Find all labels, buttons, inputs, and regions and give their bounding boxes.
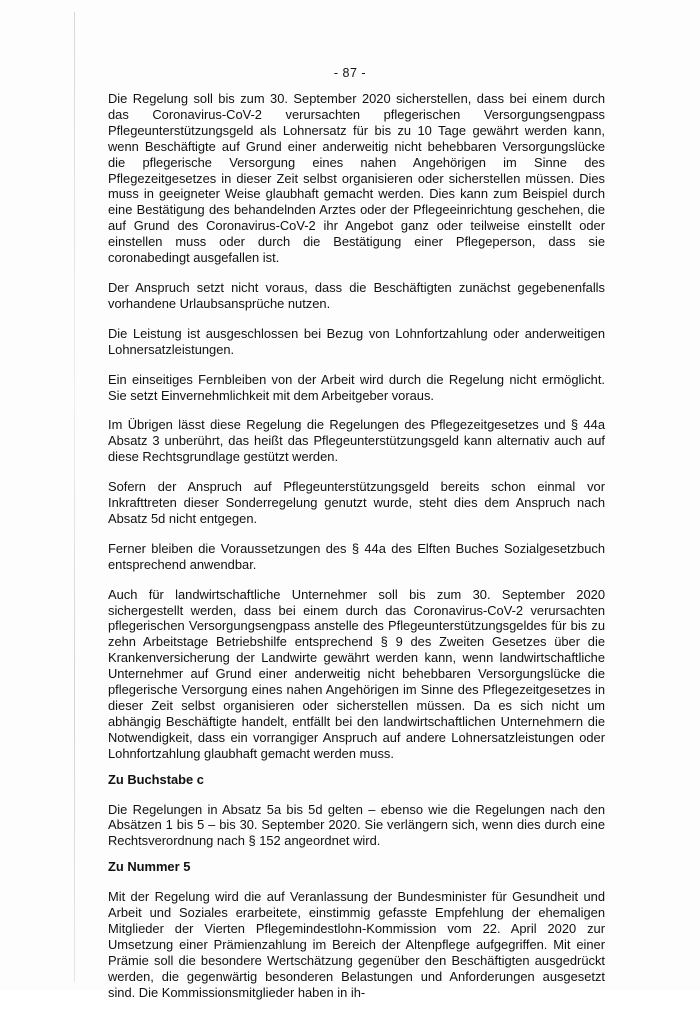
paragraph-nummer-5: Mit der Regelung wird die auf Veranlassung der Bundesminister für Gesundheit und Arbeit und Soziales erarbeitete, einstimmig gefasste Empfehlung der ehemaligen Mitglieder der Vierten Pflegemindestlohn-Kommission vom 22. April 2020 zur Umsetzung einer Prämienzahlung im Bereich der Altenpflege aufgegriffen. Mit einer Prämie soll die besondere Wertschätzung gegenüber den Beschäftigten ausgedrückt werden, die gegenwärtig besonderen Belastungen und Anforderungen ausgesetzt sind. Die Kommissionsmitglieder haben in ih- [108,889,605,1000]
heading-buchstabe-c: Zu Buchstabe c [108,771,204,787]
paragraph-ferner: Ferner bleiben die Voraussetzungen des § 44a des Elften Buches Sozialgesetzbuch entsprechend anwendbar. [108,540,605,572]
paragraph-fernbleiben: Ein einseitiges Fernbleiben von der Arbeit wird durch die Regelung nicht ermöglicht. Sie setzt Einvernehmlichkeit mit dem Arbeitgeber voraus. [108,371,605,403]
paragraph-sofern: Sofern der Anspruch auf Pflegeunterstützungsgeld bereits schon einmal vor Inkrafttreten dieser Sonderregelung genutzt wurde, steht dies dem Anspruch nach Absatz 5d nicht entgegen. [108,479,605,526]
paragraph-landwirte: Auch für landwirtschaftliche Unternehmer soll bis zum 30. September 2020 sichergestellt werden, dass bei einem durch das Coronavirus-CoV-2 verursachten pflegerischen Versorgungsengpass anstelle des Pflegeunterstützungsgeldes für bis zu zehn Arbeitstage Betriebshilfe entsprechend § 9 des Zweiten Gesetzes über die Krankenversicherung der Landwirte gewährt werden kann, wenn landwirtschaftliche Unternehmer auf Grund einer anderweitig nicht behebbaren Versorgungslücke die pflegerische Versorgung eines nahen Angehörigen im Sinne des Pflegezeitgesetzes in dieser Zeit selbst organisieren oder sicherstellen müssen. Da es sich nicht um abhängig Beschäftigte handelt, entfällt bei den landwirtschaftlichen Unternehmern die Notwendigkeit, dass ein vorrangiger Anspruch auf andere Lohnersatzleistungen oder Lohnfortzahlung glaubhaft gemacht werden muss. [108,586,605,761]
heading-nummer-5: Zu Nummer 5 [108,859,191,875]
paragraph-anspruch: Der Anspruch setzt nicht voraus, dass die Beschäftigten zunächst gegebenenfalls vorhandene Urlaubsansprüche nutzen. [108,279,605,311]
paragraph-regelung: Die Regelung soll bis zum 30. September 2020 sicherstellen, dass bei einem durch das Coronavirus-CoV-2 verursachten pflegerischen Versorgungsengpass Pflegeunterstützungsgeld als Lohnersatz für bis zu 10 Tage gewährt werden kann, wenn Beschäftigte auf Grund einer anderweitig nicht behebbaren Versorgungslücke die pflegerische Versorgung eines nahen Angehörigen im Sinne des Pflegezeitgesetzes in dieser Zeit selbst organisieren oder sicherstellen müssen. Dies muss in geeigneter Weise glaubhaft gemacht werden. Dies kann zum Beispiel durch eine Bestätigung des behandelnden Arztes oder der Pflegeeinrichtung geschehen, die auf Grund des Coronavirus-CoV-2 ihr Angebot ganz oder teilweise einstellt oder einstellen muss oder durch die Bestätigung einer Pflegeperson, dass sie coronabedingt ausgefallen ist. [108,91,605,266]
scan-edge-line [74,12,75,982]
paragraph-uebrigen: Im Übrigen lässt diese Regelung die Regelungen des Pflegezeitgesetzes und § 44a Absatz 3 unberührt, das heißt das Pflegeunterstützungsgeld kann alternativ auch auf diese Rechtsgrundlage gestützt werden. [108,417,605,465]
paragraph-leistung: Die Leistung ist ausgeschlossen bei Bezug von Lohnfortzahlung oder anderweitigen Lohnersatzleistungen. [108,325,605,357]
paragraph-buchstabe-c: Die Regelungen in Absatz 5a bis 5d gelten – ebenso wie die Regelungen nach den Absätzen 1 bis 5 – bis 30. September 2020. Sie verlängern sich, wenn dies durch eine Rechtsverordnung nach § 152 angeordnet wird. [108,801,605,849]
page-number: - 87 - [333,66,367,80]
document-body [108,91,605,1015]
